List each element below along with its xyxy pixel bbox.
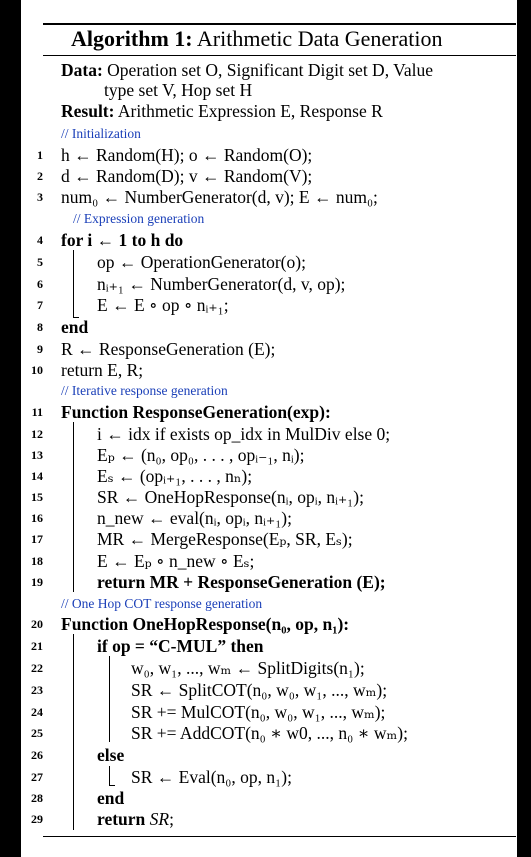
result-keyword: Result: (61, 101, 115, 121)
algorithm-name: Arithmetic Data Generation (196, 26, 443, 51)
code-line-10: 10 return E, R; (31, 360, 144, 380)
data-line-2 (21, 80, 517, 102)
return-value: SR (149, 809, 170, 829)
code-line-11: 11 Function ResponseGeneration(exp): (31, 402, 331, 422)
comment-expr: // Expression generation (73, 211, 205, 226)
code-line-12: 12 i ← idx if exists op_idx in MulDiv else 0; (31, 424, 391, 444)
title-rule (43, 55, 516, 56)
data-line (21, 60, 517, 82)
code-line-19: 19 return MR + ResponseGeneration (E); (31, 572, 386, 592)
algorithm-title (71, 26, 442, 52)
code-line-2: 2 d ← Random(D); v ← Random(V); (37, 166, 313, 186)
code-line-4: 4 for i ← 1 to h do (37, 230, 184, 250)
code-line-8: 8 end (37, 317, 89, 337)
code-line-29: 29 return SR; (31, 809, 174, 829)
comment-init: // Initialization (61, 126, 141, 141)
code-line-1: 1 h ← Random(H); o ← Random(O); (37, 145, 313, 165)
code-line-18: 18 E ← Eₚ ∘ n_new ∘ Eₛ; (31, 551, 255, 571)
result-line (21, 101, 517, 123)
code-line-25: 25 SR += AddCOT(n₀ ∗ w0, ..., n₀ ∗ wₘ); (31, 723, 408, 743)
comment-iter: // Iterative response generation (61, 383, 228, 398)
code-line-23: 23 SR ← SplitCOT(n₀, w₀, w₁, ..., wₘ); (31, 680, 388, 700)
code-line-9: 9 R ← ResponseGeneration (E); (37, 339, 276, 359)
comment-onehop: // One Hop COT response generation (61, 596, 263, 611)
code-line-15: 15 SR ← OneHopResponse(nᵢ, opᵢ, nᵢ₊₁); (31, 487, 364, 507)
top-rule (43, 23, 516, 25)
code-line-27: 27 SR ← Eval(n₀, op, n₁); (31, 767, 292, 787)
code-line-22: 22 w₀, w₁, ..., wₘ ← SplitDigits(n₁); (31, 658, 365, 678)
return-keyword: return (97, 809, 146, 829)
data-text-2: type set V, Hop set H (104, 80, 253, 100)
code-line-24: 24 SR += MulCOT(n₀, w₀, w₁, ..., wₘ); (31, 702, 386, 722)
result-text: Arithmetic Expression E, Response R (117, 101, 383, 121)
data-text: Operation set O, Significant Digit set D, Value (107, 60, 433, 80)
code-line-6: 6 nᵢ₊₁ ← NumberGenerator(d, v, op); (37, 274, 346, 294)
paper-page (21, 0, 517, 857)
code-line-3: 3 num₀ ← NumberGenerator(d, v); E ← num₀; (37, 187, 378, 207)
code-line-28: 28 end (31, 788, 125, 808)
code-line-7: 7 E ← E ∘ op ∘ nᵢ₊₁; (37, 295, 229, 315)
data-keyword: Data: (61, 60, 103, 80)
code-line-5: 5 op ← OperationGenerator(o); (37, 252, 306, 272)
algorithm-label: Algorithm 1: (71, 26, 193, 51)
code-line-16: 16 n_new ← eval(nᵢ, opᵢ, nᵢ₊₁); (31, 508, 292, 528)
code-line-13: 13 Eₚ ← (n₀, op₀, . . . , opᵢ₋₁, nᵢ); (31, 445, 305, 465)
code-line-14: 14 Eₛ ← (opᵢ₊₁, . . . , nₙ); (31, 466, 253, 486)
code-line-21: 21 if op = “C-MUL” then (31, 636, 264, 656)
code-line-20: 20 Function OneHopResponse(n₀, op, n₁): (31, 614, 350, 634)
code-line-17: 17 MR ← MergeResponse(Eₚ, SR, Eₛ); (31, 529, 353, 549)
code-line-26: 26 else (31, 745, 125, 765)
bottom-rule (43, 836, 516, 837)
